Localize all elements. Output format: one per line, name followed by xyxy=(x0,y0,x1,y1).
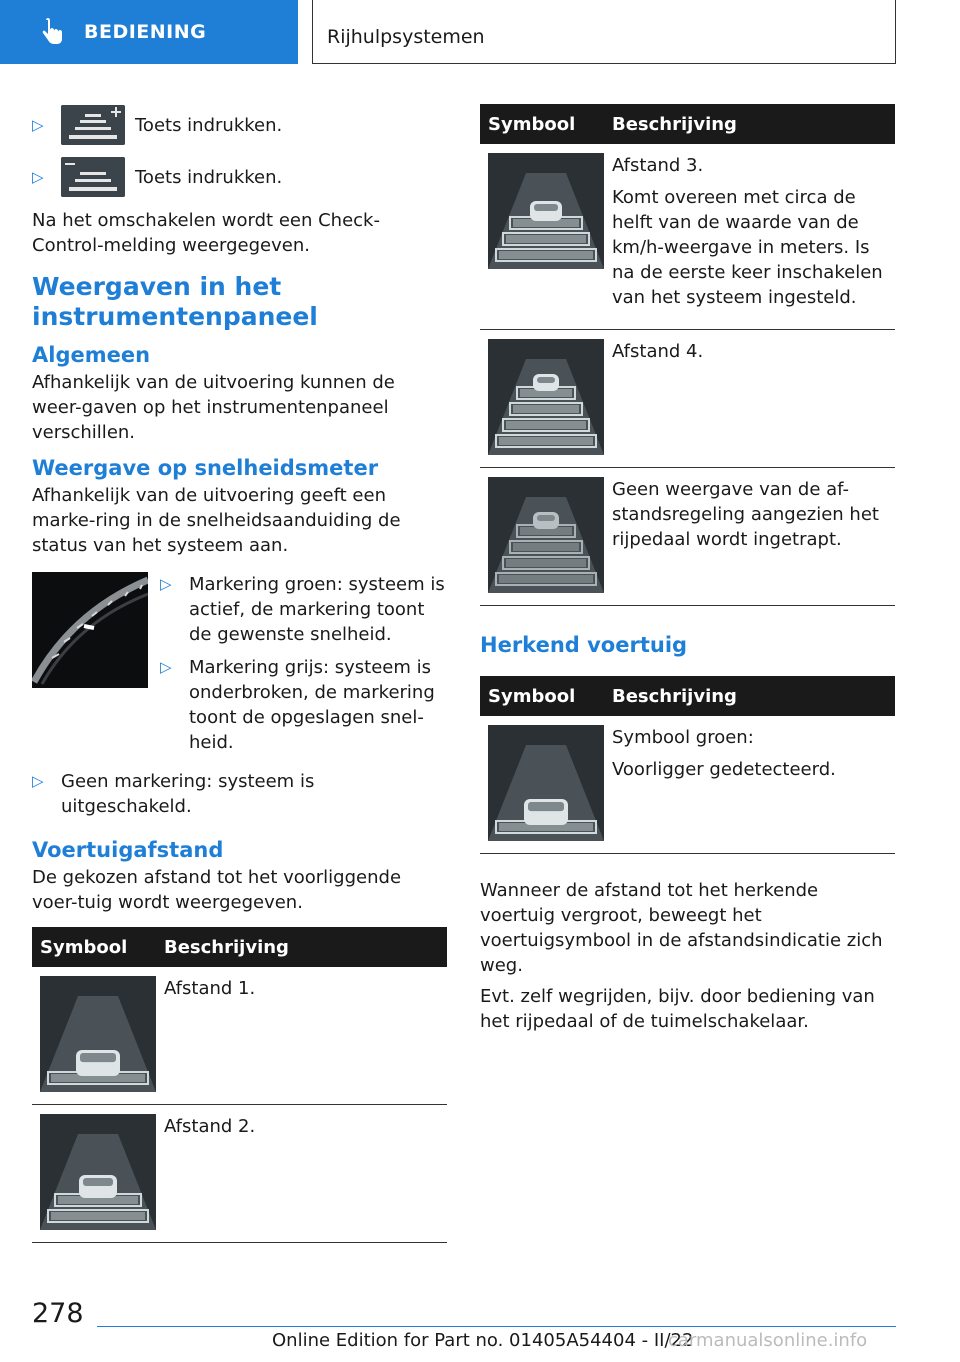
table-row xyxy=(480,716,895,854)
chapter-header xyxy=(312,0,896,64)
table-header-symbol: Symbool xyxy=(480,104,604,144)
speedometer-block xyxy=(32,572,447,763)
edition-text: Online Edition for Part no. 01405A54404 - II/22 xyxy=(272,1330,694,1351)
distance-2-icon xyxy=(40,1114,156,1230)
check-control-note: Na het omschakelen wordt een Check-Control-melding weergegeven. xyxy=(32,210,380,256)
key-item-text: Toets indrukken. xyxy=(135,166,283,188)
bullet-triangle-icon: ▷ xyxy=(32,772,44,790)
heading-general: Algemeen xyxy=(32,343,151,367)
table-header-symbol: Symbool xyxy=(480,676,604,716)
watermark: carmanualsonline.info xyxy=(668,1330,868,1351)
row-description: Geen weergave van de af-standsregeling aangezien het rijpedaal wordt ingetrapt. xyxy=(604,468,895,606)
heading-distance: Voertuigafstand xyxy=(32,838,224,862)
table-header-description: Beschrijving xyxy=(604,104,895,144)
row-description: Symbool groen: Voorligger gedetecteerd. xyxy=(604,716,895,854)
table-header-description: Beschrijving xyxy=(156,927,447,967)
key-item xyxy=(32,156,447,198)
no-distance-display-icon xyxy=(488,477,604,593)
distance-4-icon xyxy=(488,339,604,455)
table-row xyxy=(32,1105,447,1243)
bullet-triangle-icon: ▷ xyxy=(32,116,44,134)
distance-plus-key-icon xyxy=(61,105,125,145)
speedometer-bullets xyxy=(160,572,447,763)
row-description: Afstand 1. xyxy=(156,967,447,1105)
table-header-symbol: Symbool xyxy=(32,927,156,967)
list-item: ▷ Markering groen: systeem is actief, de markering toont de gewenste snelheid. xyxy=(160,574,445,645)
row-description: Afstand 3. Komt overeen met circa de helft van de waarde van de km/h-weergave in meters. Is na de eerste keer inschakelen van het systeem ingesteld. xyxy=(604,144,895,330)
general-text: Afhankelijk van de uitvoering kunnen de weer-gaven op het instrumentenpaneel verschillen. xyxy=(32,372,395,443)
heading-displays: Weergaven in het instrumentenpaneel xyxy=(32,272,318,331)
bullet-triangle-icon: ▷ xyxy=(160,658,172,676)
table-header-description: Beschrijving xyxy=(604,676,895,716)
table-row xyxy=(32,967,447,1105)
key-item-text: Toets indrukken. xyxy=(135,114,283,136)
distance-table-continued xyxy=(480,104,895,606)
speedometer-text: Afhankelijk van de uitvoering geeft een marke-ring in de snelheidsaanduiding de status van het systeem aan. xyxy=(32,485,401,556)
distance-text: De gekozen afstand tot het voorliggende voer-tuig wordt weergegeven. xyxy=(32,867,402,913)
table-row xyxy=(480,468,895,606)
table-row xyxy=(480,144,895,330)
heading-speedometer: Weergave op snelheidsmeter xyxy=(32,456,379,480)
list-item: ▷ Geen markering: systeem is uitgeschakeld. xyxy=(32,771,315,817)
section-tab xyxy=(0,0,298,64)
vehicle-text-2: Evt. zelf wegrijden, bijv. door bediening van het rijpedaal of de tuimelschakelaar. xyxy=(480,986,875,1032)
section-title: BEDIENING xyxy=(84,21,207,43)
bullet-triangle-icon: ▷ xyxy=(160,575,172,593)
left-column xyxy=(32,104,447,1243)
page-number: 278 xyxy=(32,1298,84,1329)
chapter-title: Rijhulpsystemen xyxy=(327,26,485,48)
hand-pointer-icon xyxy=(40,18,64,46)
distance-minus-key-icon xyxy=(61,157,125,197)
distance-table xyxy=(32,927,447,1243)
row-description: Afstand 4. xyxy=(604,330,895,468)
distance-3-icon xyxy=(488,153,604,269)
key-item xyxy=(32,104,447,146)
right-column xyxy=(480,104,895,1040)
distance-1-icon xyxy=(40,976,156,1092)
table-row xyxy=(480,330,895,468)
list-item: ▷ Markering grijs: systeem is onderbroken, de markering toont de opgeslagen snel-heid. xyxy=(160,657,435,753)
vehicle-detected-icon xyxy=(488,725,604,841)
bullet-triangle-icon: ▷ xyxy=(32,168,44,186)
footer-divider xyxy=(97,1326,896,1327)
heading-vehicle-detected: Herkend voertuig xyxy=(480,633,688,657)
vehicle-table xyxy=(480,676,895,854)
speedometer-marking-icon xyxy=(32,572,148,688)
row-description: Afstand 2. xyxy=(156,1105,447,1243)
vehicle-text-1: Wanneer de afstand tot het herkende voertuig vergroot, beweegt het voertuigsymbool in de afstandsindicatie zich weg. xyxy=(480,880,883,976)
